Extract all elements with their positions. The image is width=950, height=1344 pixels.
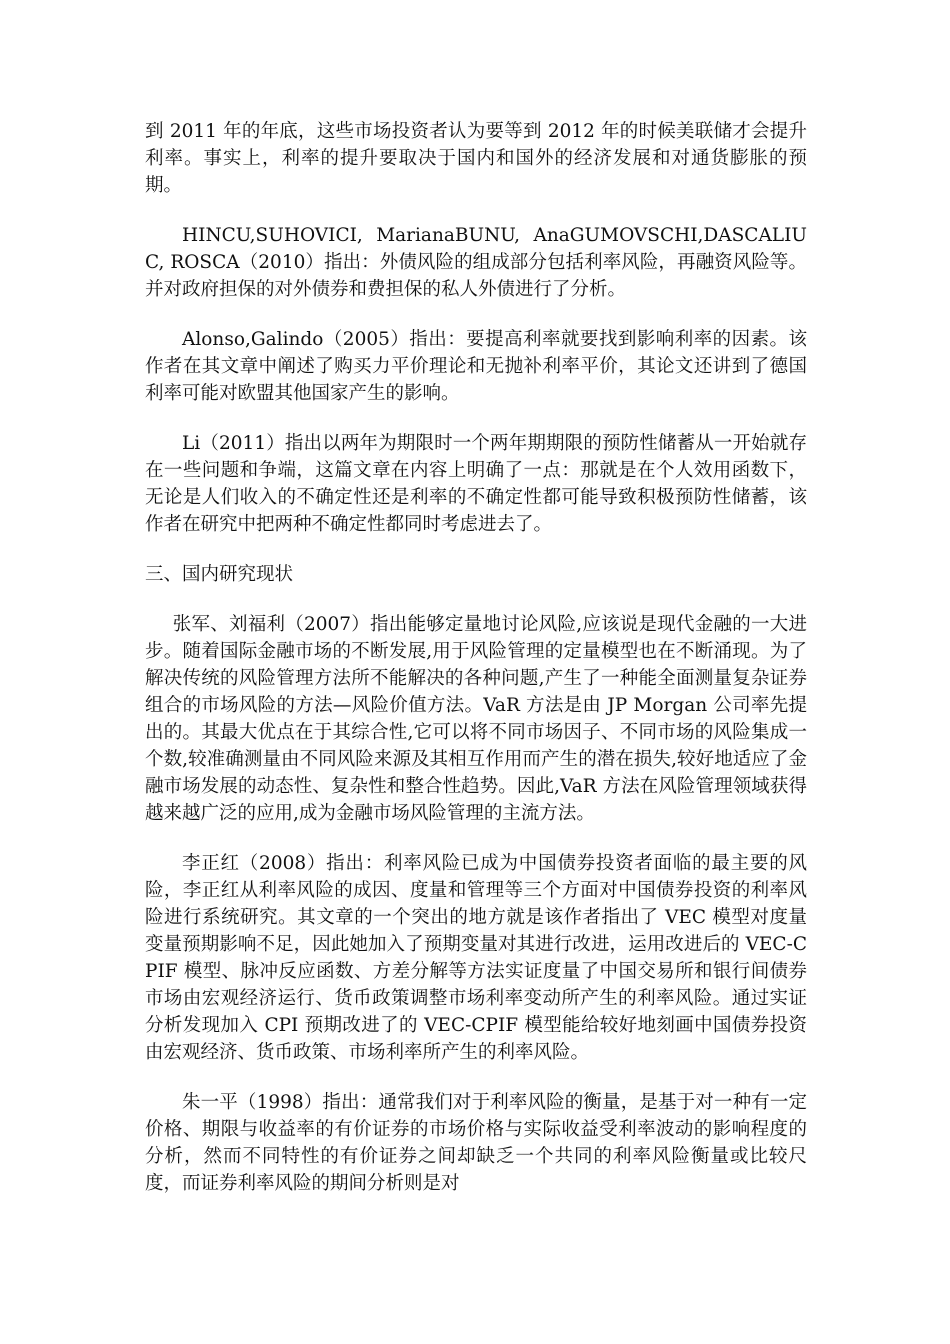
paragraph-fed-rate-expectation: 到 2011 年的年底，这些市场投资者认为要等到 2012 年的时候美联储才会提升利率。事实上，利率的提升要取决于国内和国外的经济发展和对通货膨胀的预期。	[145, 121, 807, 196]
document-page	[145, 118, 807, 1220]
paragraph-zhang-liu-var: 张军、刘福利（2007）指出能够定量地讨论风险,应该说是现代金融的一大进步。随着国际金融市场的不断发展,用于风险管理的定量模型也在不断涌现。为了解决传统的风险管理方法所不能解决的各种问题,产生了一种能全面测量复杂证券组合的市场风险的方法—风险价值方法。VaR 方法是由 JP Morgan 公司率先提出的。其最大优点在于其综合性,它可以将不同市场因子、不同市场的风险集成一个数,较准确测量由不同风险来源及其相互作用而产生的潜在损失,较好地适应了金融市场发展的动态性、复杂性和整合性趋势。因此,VaR 方法在风险管理领域获得越来越广泛的应用,成为金融市场风险管理的主流方法。	[145, 614, 807, 824]
paragraph-zhu-yiping: 朱一平（1998）指出：通常我们对于利率风险的衡量，是基于对一种有一定价格、期限与收益率的有价证券的市场价格与实际收益受利率波动的影响程度的分析，然而不同特性的有价证券之间却缺乏一个共同的利率风险衡量或比较尺度，而证券利率风险的期间分析则是对	[145, 1092, 807, 1194]
paragraph-hincu-external-debt: HINCU,SUHOVICI, MarianaBUNU, AnaGUMOVSCHI,DASCALIUC, ROSCA（2010）指出：外债风险的组成部分包括利率风险，再融资风险等。并对政府担保的对外债券和费担保的私人外债进行了分析。	[145, 225, 807, 300]
paragraph-li-2011: Li（2011）指出以两年为期限时一个两年期期限的预防性储蓄从一开始就存在一些问题和争端，这篇文章在内容上明确了一点：那就是在个人效用函数下，无论是人们收入的不确定性还是利率的不确定性都可能导致积极预防性储蓄，该作者在研究中把两种不确定性都同时考虑进去了。	[145, 433, 807, 535]
section-heading-domestic-research: 三、国内研究现状	[145, 564, 294, 585]
paragraph-li-zhenghong: 李正红（2008）指出：利率风险已成为中国债券投资者面临的最主要的风险，李正红从利率风险的成因、度量和管理等三个方面对中国债券投资的利率风险进行系统研究。其文章的一个突出的地方就是该作者指出了 VEC 模型对度量变量预期影响不足，因此她加入了预期变量对其进行改进，运用改进后的 VEC-CPIF 模型、脉冲反应函数、方差分解等方法实证度量了中国交易所和银行间债券市场由宏观经济运行、货币政策调整市场利率变动所产生的利率风险。通过实证分析发现加入 CPI 预期改进了的 VEC-CPIF 模型能给较好地刻画中国债券投资由宏观经济、货币政策、市场利率所产生的利率风险。	[145, 853, 807, 1063]
paragraph-alonso-galindo: Alonso,Galindo（2005）指出：要提高利率就要找到影响利率的因素。该作者在其文章中阐述了购买力平价理论和无抛补利率平价，其论文还讲到了德国利率可能对欧盟其他国家产生的影响。	[145, 329, 807, 404]
